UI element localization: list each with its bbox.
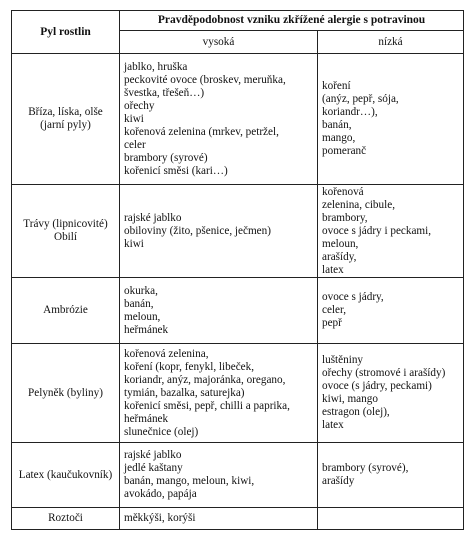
- table-row: [12, 278, 464, 344]
- food-line: slunečnice (olej): [124, 425, 199, 438]
- food-line: okurka,: [124, 284, 158, 297]
- cross-allergy-table: [11, 10, 464, 530]
- food-line: arašídy,: [322, 250, 357, 263]
- pollen-cell: Ambrózie: [12, 278, 120, 344]
- food-line: koriandr…),: [322, 106, 378, 118]
- food-line: arašídy: [322, 475, 355, 487]
- table-row: [12, 344, 464, 443]
- header-probability: Pravděpodobnost vzniku zkřížené alergie s potravinou: [120, 11, 464, 31]
- food-line: kořenicí směsi, pepř, chilli a paprika,: [124, 399, 290, 412]
- high-cell: [120, 278, 318, 344]
- high-cell: [120, 54, 318, 185]
- food-line: celer,: [322, 304, 347, 316]
- food-line: rajské jablko: [124, 449, 182, 461]
- food-line: banán,: [322, 119, 352, 131]
- food-line: kořenová zelenina,: [124, 347, 209, 360]
- low-cell: [318, 344, 464, 443]
- food-line: mango,: [322, 132, 356, 144]
- food-line: heřmánek: [124, 323, 169, 336]
- pollen-cell: Bříza, líska, olše (jarní pyly): [12, 54, 120, 185]
- food-line: koriandr, anýz, majoránka, oregano,: [124, 373, 286, 386]
- pollen-cell: Pelyněk (byliny): [12, 344, 120, 443]
- food-line: heřmánek: [124, 412, 169, 425]
- food-line: švestka, třešeň…): [124, 86, 205, 99]
- pollen-cell: Latex (kaučukovník): [12, 443, 120, 508]
- food-line: kořenová zelenina (mrkev, petržel,: [124, 125, 279, 138]
- food-line: koření: [322, 80, 351, 92]
- food-line: ořechy (stromové i arašídy): [322, 367, 446, 379]
- food-line: meloun,: [124, 310, 161, 323]
- low-cell: [318, 443, 464, 508]
- pollen-cell: Trávy (lipnicovité) Obilí: [12, 185, 120, 278]
- table-row: [12, 185, 464, 278]
- food-line: estragon (olej),: [322, 406, 390, 418]
- header-high: vysoká: [120, 31, 318, 54]
- food-line: jablko, hruška: [124, 60, 188, 73]
- low-cell: [318, 185, 464, 278]
- food-line: koření (kopr, fenykl, libeček,: [124, 360, 255, 373]
- low-cell: [318, 508, 464, 530]
- food-line: rajské jablko: [124, 211, 182, 224]
- food-line: kiwi: [124, 237, 144, 250]
- low-cell: [318, 54, 464, 185]
- table-row: [12, 443, 464, 508]
- high-cell: [120, 185, 318, 278]
- food-line: kiwi: [124, 112, 144, 125]
- food-line: latex: [322, 263, 344, 276]
- food-line: obiloviny (žito, pšenice, ječmen): [124, 224, 271, 237]
- food-line: ovoce (s jádry, peckami): [322, 380, 432, 392]
- high-cell: [120, 508, 318, 530]
- table-row: [12, 508, 464, 530]
- food-line: ovoce s jádry i peckami,: [322, 224, 432, 237]
- food-line: banán, mango, meloun, kiwi,: [124, 475, 255, 487]
- food-line: meloun,: [322, 237, 359, 250]
- food-line: jedlé kaštany: [124, 462, 183, 474]
- food-line: banán,: [124, 297, 154, 310]
- food-line: celer: [124, 138, 146, 151]
- food-line: měkkýši, korýši: [124, 512, 196, 524]
- table-row: [12, 54, 464, 185]
- food-line: kiwi, mango: [322, 393, 378, 405]
- high-cell: [120, 443, 318, 508]
- pollen-cell: Roztoči: [12, 508, 120, 530]
- food-line: kořenová: [322, 185, 364, 198]
- food-line: zelenina, cibule,: [322, 198, 395, 211]
- food-line: pomeranč: [322, 145, 367, 157]
- food-line: brambory (syrové): [124, 151, 208, 164]
- food-line: avokádo, papája: [124, 488, 197, 500]
- food-line: (anýz, pepř, sója,: [322, 93, 399, 105]
- header-pollen: Pyl rostlin: [12, 11, 120, 54]
- food-line: latex: [322, 419, 344, 431]
- food-line: ořechy: [124, 99, 155, 112]
- food-line: peckovité ovoce (broskev, meruňka,: [124, 73, 286, 86]
- food-line: tymián, bazalka, saturejka): [124, 386, 245, 399]
- header-low: nízká: [318, 31, 464, 54]
- food-line: ovoce s jádry,: [322, 291, 384, 303]
- high-cell: [120, 344, 318, 443]
- food-line: brambory,: [322, 211, 368, 224]
- food-line: kořenicí směsi (kari…): [124, 164, 228, 177]
- food-line: luštěniny: [322, 354, 364, 366]
- low-cell: [318, 278, 464, 344]
- food-line: pepř: [322, 317, 342, 329]
- food-line: brambory (syrové),: [322, 462, 409, 474]
